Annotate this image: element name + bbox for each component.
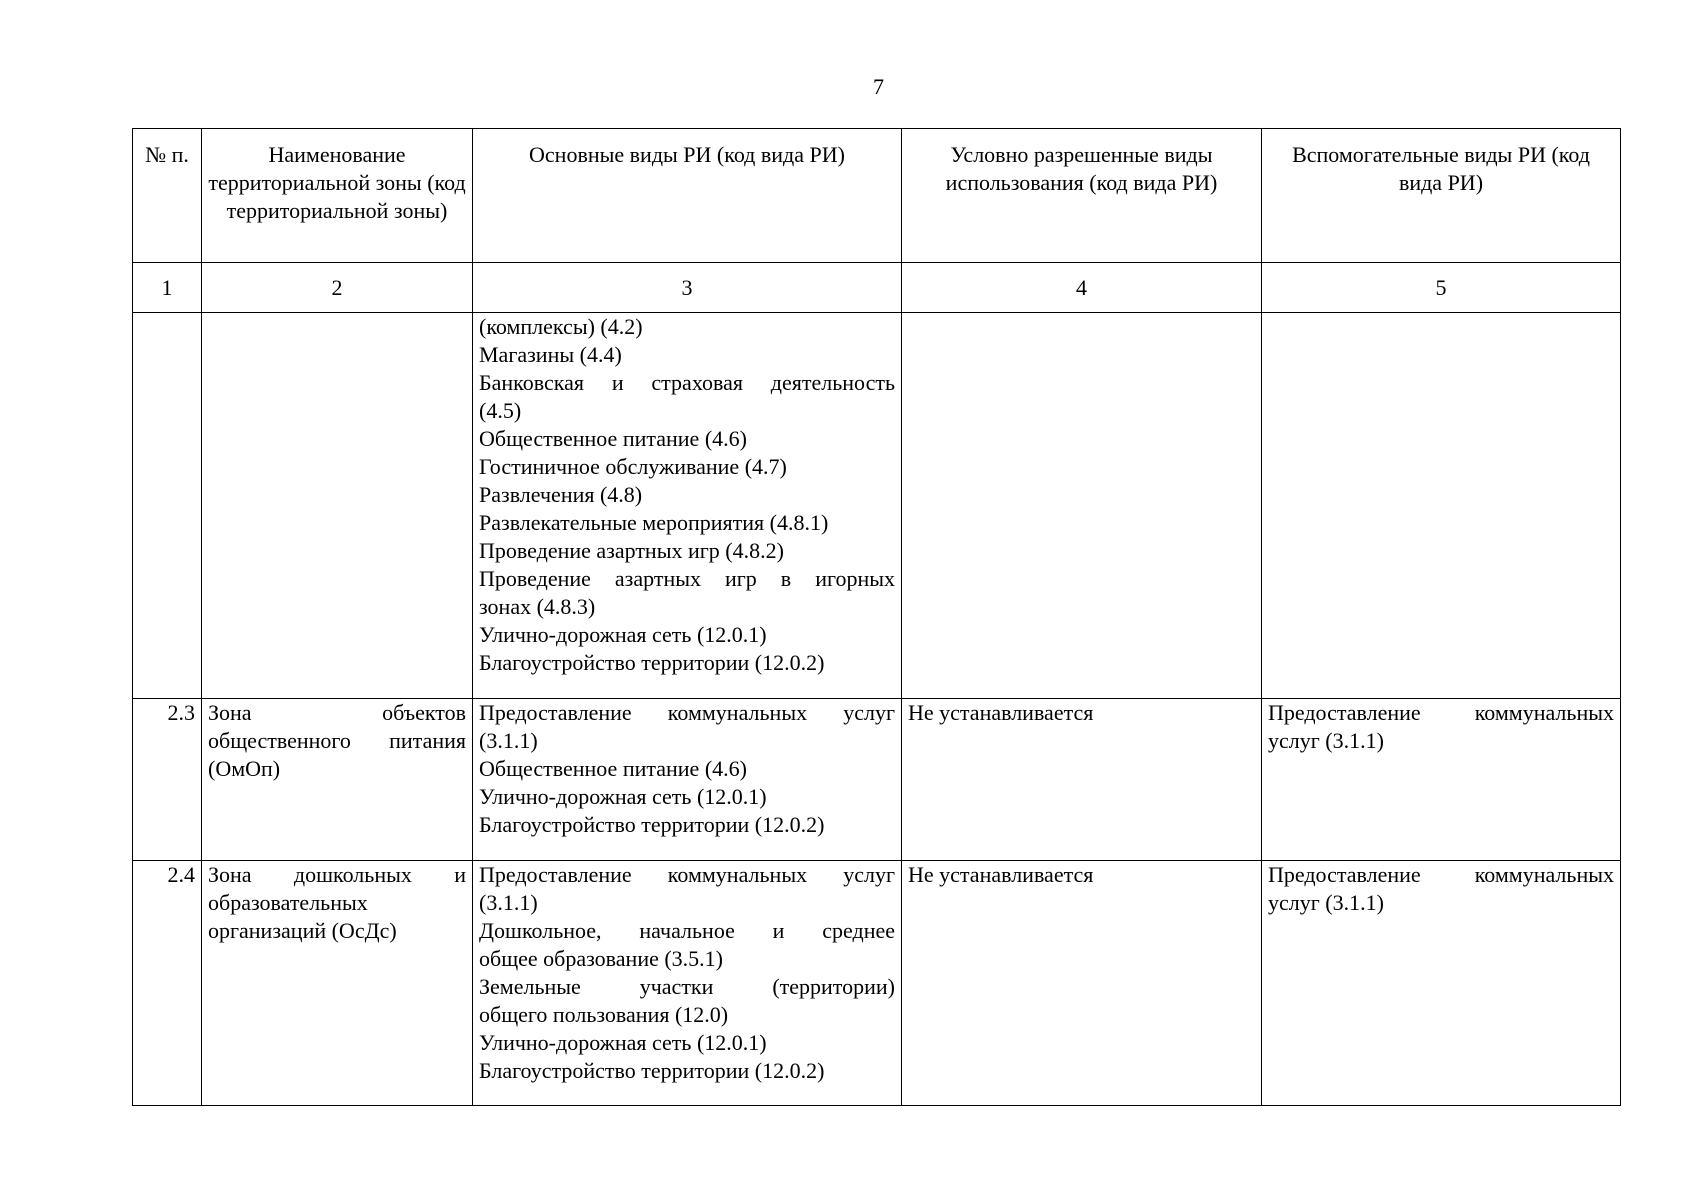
main-type-item: (3.1.1) (479, 890, 538, 915)
main-type-item: Общественное питание (4.6) (479, 426, 747, 451)
main-type-item: (4.5) (479, 398, 522, 423)
zone-name (202, 861, 473, 1106)
table-header-row (133, 129, 1621, 263)
main-type-item: Благоустройство территории (12.0.2) (479, 650, 825, 675)
main-type-item: Гостиничное обслуживание (4.7) (479, 454, 787, 479)
auxiliary-type-line: Предоставление коммунальных (1268, 862, 1614, 887)
conditional-types (902, 313, 1262, 699)
conditional-types: Не устанавливается (902, 861, 1262, 1106)
auxiliary-types (1262, 861, 1621, 1106)
column-number: 3 (473, 263, 902, 313)
table-row (133, 313, 1621, 699)
main-type-item: Предоставление коммунальных услуг (479, 700, 895, 725)
zone-name-line: (ОмОп) (208, 756, 281, 781)
main-type-item: Улично-дорожная сеть (12.0.1) (479, 622, 767, 647)
main-type-item: Развлечения (4.8) (479, 482, 643, 507)
auxiliary-type-line: Предоставление коммунальных (1268, 700, 1614, 725)
table-row (133, 699, 1621, 861)
zone-name-line: Зона объектов (208, 700, 466, 725)
main-type-item: Проведение азартных игр в игорных (479, 566, 895, 591)
main-type-item: Земельные участки (территории) (479, 974, 895, 999)
zones-table (132, 128, 1621, 1106)
main-type-item: Магазины (4.4) (479, 342, 622, 367)
page-number: 7 (873, 74, 884, 99)
auxiliary-type-line: услуг (3.1.1) (1268, 728, 1384, 753)
row-number: 2.4 (133, 861, 202, 1106)
zone-name-line: Зона дошкольных и (208, 862, 466, 887)
main-types (473, 313, 902, 699)
header-main-types: Основные виды РИ (код вида РИ) (473, 129, 902, 263)
main-type-item: общего пользования (12.0) (479, 1002, 729, 1027)
zone-name-line: организаций (ОсДс) (208, 918, 397, 943)
header-auxiliary-types: Вспомогательные виды РИ (код вида РИ) (1262, 129, 1621, 263)
header-conditional-types: Условно разрешенные виды использования (код вида РИ) (902, 129, 1262, 263)
main-type-item: зонах (4.8.3) (479, 594, 596, 619)
auxiliary-types (1262, 699, 1621, 861)
column-number: 1 (133, 263, 202, 313)
main-type-item: Общественное питание (4.6) (479, 756, 747, 781)
main-type-item: общее образование (3.5.1) (479, 946, 724, 971)
main-type-item: Улично-дорожная сеть (12.0.1) (479, 784, 767, 809)
row-number (133, 313, 202, 699)
zone-name-line: образовательных (208, 890, 368, 915)
table-row (133, 861, 1621, 1106)
main-type-item: Дошкольное, начальное и среднее (479, 918, 895, 943)
main-type-item: (3.1.1) (479, 728, 538, 753)
auxiliary-types (1262, 313, 1621, 699)
main-type-item: Проведение азартных игр (4.8.2) (479, 538, 784, 563)
zone-name-line: общественного питания (208, 728, 466, 753)
main-types (473, 699, 902, 861)
main-type-item: Благоустройство территории (12.0.2) (479, 812, 825, 837)
zone-name (202, 313, 473, 699)
column-numbers-row (133, 263, 1621, 313)
auxiliary-type-line: услуг (3.1.1) (1268, 890, 1384, 915)
main-type-item: Благоустройство территории (12.0.2) (479, 1058, 825, 1083)
main-type-item: Предоставление коммунальных услуг (479, 862, 895, 887)
main-type-item: Улично-дорожная сеть (12.0.1) (479, 1030, 767, 1055)
row-number: 2.3 (133, 699, 202, 861)
main-type-item: Развлекательные мероприятия (4.8.1) (479, 510, 829, 535)
main-type-item: Банковская и страховая деятельность (479, 370, 895, 395)
header-zone-name: Наименование территориальной зоны (код территориальной зоны) (202, 129, 473, 263)
column-number: 5 (1262, 263, 1621, 313)
main-types (473, 861, 902, 1106)
header-number: № п. (133, 129, 202, 263)
zone-name (202, 699, 473, 861)
column-number: 4 (902, 263, 1262, 313)
column-number: 2 (202, 263, 473, 313)
main-type-item: (комплексы) (4.2) (479, 314, 643, 339)
conditional-types: Не устанавливается (902, 699, 1262, 861)
